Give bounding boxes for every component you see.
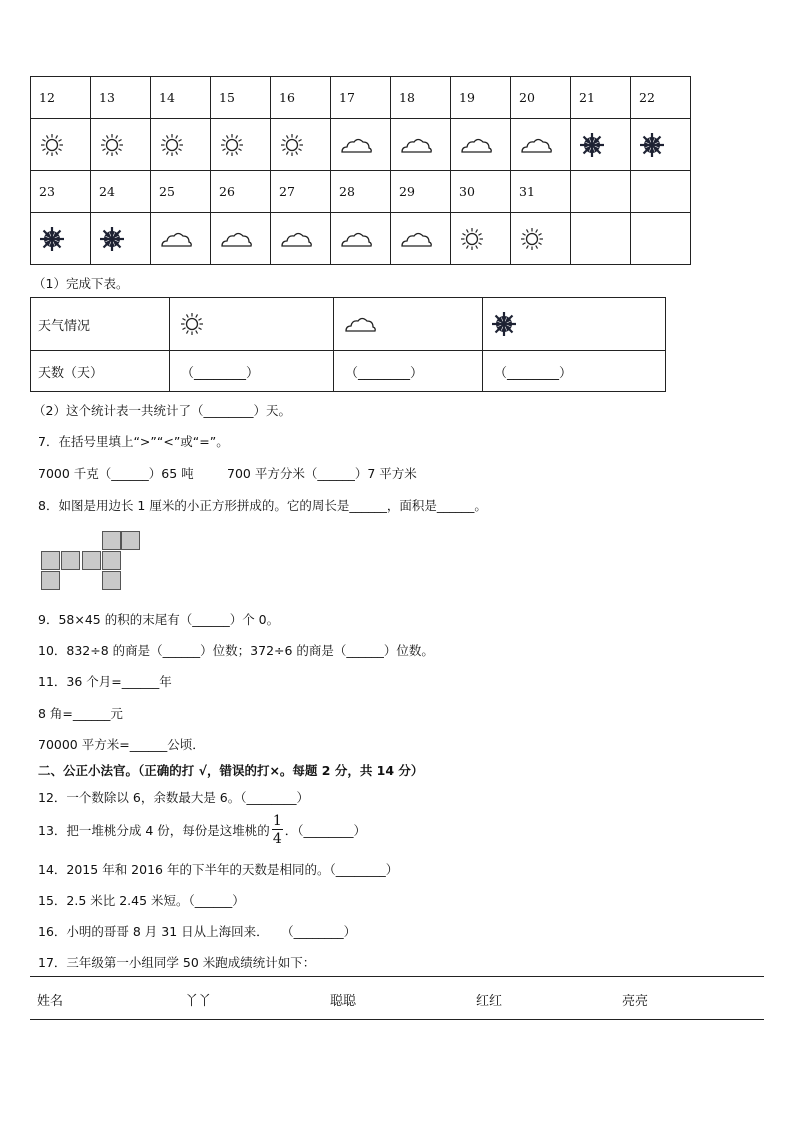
- summary-row-weather: [31, 298, 666, 351]
- question-11c: 70000 平方米=______公顷．: [38, 737, 205, 752]
- student-honghong: 红红: [476, 994, 503, 1009]
- weather-cell: [511, 213, 571, 265]
- question-7: 7．在括号里填上“>”“<”或“=”。: [38, 434, 229, 449]
- calendar-row-days-1: [31, 77, 691, 119]
- day-cell: 24: [91, 171, 151, 213]
- question-13-text: 13．把一堆桃分成 4 份，每份是这堆桃的: [38, 823, 270, 838]
- cloud-icon: [459, 132, 493, 158]
- day-cell: 20: [511, 77, 571, 119]
- col-name-header: 姓名: [37, 994, 64, 1009]
- question-7b: 700 平方分米（______）7 平方米: [227, 466, 417, 481]
- weather-cell: [391, 119, 451, 171]
- question-7a: 7000 千克（______）65 吨: [38, 466, 194, 481]
- fraction-denominator: 4: [272, 831, 282, 847]
- weather-cell: [31, 119, 91, 171]
- question-13: [38, 814, 366, 846]
- day-cell: 25: [151, 171, 211, 213]
- day-cell: 12: [31, 77, 91, 119]
- student-liangliang: 亮亮: [622, 994, 649, 1009]
- day-cell: 29: [391, 171, 451, 213]
- question-15: 15．2.5 米比 2.45 米短。（______）: [38, 893, 245, 908]
- day-cell: 18: [391, 77, 451, 119]
- day-cell: [571, 171, 631, 213]
- summary-header-weather: 天气情况: [31, 298, 170, 351]
- cloud-icon: [519, 132, 553, 158]
- sun-icon: [459, 226, 493, 252]
- snow-icon: [639, 132, 673, 158]
- question-13-blank: ．（________）: [284, 823, 366, 838]
- cloud-icon: [219, 226, 253, 252]
- sun-icon: [519, 226, 553, 252]
- cloud-icon: [159, 226, 193, 252]
- question-1-label: （1）完成下表。: [33, 276, 129, 291]
- question-2: （2）这个统计表一共统计了（________）天。: [33, 403, 291, 418]
- day-cell: 28: [331, 171, 391, 213]
- sun-icon: [179, 311, 213, 337]
- weather-cell: [631, 119, 691, 171]
- fraction-numerator: 1: [272, 813, 282, 829]
- weather-cell: [331, 213, 391, 265]
- question-10: 10．832÷8 的商是（______）位数；372÷6 的商是（______）位数。: [38, 643, 434, 658]
- weather-cell: [211, 119, 271, 171]
- sun-icon: [159, 132, 193, 158]
- day-cell: 15: [211, 77, 271, 119]
- day-cell: 13: [91, 77, 151, 119]
- student-yaya: 丫丫: [185, 994, 212, 1009]
- day-cell: 22: [631, 77, 691, 119]
- sun-icon: [39, 132, 73, 158]
- weather-cell: [271, 119, 331, 171]
- cloud-icon: [339, 132, 373, 158]
- summary-sun-days-blank[interactable]: （________）: [170, 351, 334, 392]
- weather-cell: [91, 119, 151, 171]
- section-2-heading: 二、公正小法官。（正确的打 √，错误的打×。每题 2 分，共 14 分）: [38, 763, 424, 778]
- summary-snow-cell: [483, 298, 666, 351]
- day-cell: 14: [151, 77, 211, 119]
- fraction-one-quarter: [272, 814, 283, 846]
- sun-icon: [99, 132, 133, 158]
- question-16: 16．小明的哥哥 8 月 31 日从上海回来． （________）: [38, 924, 357, 939]
- day-cell: 23: [31, 171, 91, 213]
- cloud-icon: [339, 226, 373, 252]
- student-congcong: 聪聪: [330, 994, 357, 1009]
- calendar-row-icons-2: [31, 213, 691, 265]
- summary-cloud-days-blank[interactable]: （________）: [334, 351, 483, 392]
- weather-cell: [151, 119, 211, 171]
- weather-cell: [211, 213, 271, 265]
- weather-cell: [31, 213, 91, 265]
- weather-cell: [151, 213, 211, 265]
- summary-cloud-cell: [334, 298, 483, 351]
- sun-icon: [279, 132, 313, 158]
- cloud-icon: [399, 226, 433, 252]
- day-cell: 30: [451, 171, 511, 213]
- snow-icon: [99, 226, 133, 252]
- day-cell: 27: [271, 171, 331, 213]
- question-9: 9．58×45 的积的末尾有（______）个 0。: [38, 612, 280, 627]
- cloud-icon: [343, 311, 377, 337]
- question-11b: 8 角=______元: [38, 706, 123, 721]
- cloud-icon: [279, 226, 313, 252]
- weather-cell: [391, 213, 451, 265]
- snow-icon: [579, 132, 613, 158]
- day-cell: 31: [511, 171, 571, 213]
- snow-icon: [491, 311, 525, 337]
- question-17: 17．三年级第一小组同学 50 米跑成绩统计如下：: [38, 955, 316, 970]
- summary-row-days: [31, 351, 666, 392]
- weather-cell: [631, 213, 691, 265]
- weather-cell: [271, 213, 331, 265]
- summary-header-days: 天数（天）: [31, 351, 170, 392]
- sun-icon: [219, 132, 253, 158]
- weather-cell: [511, 119, 571, 171]
- question-8: 8．如图是用边长 1 厘米的小正方形拼成的。它的周长是______，面积是______。: [38, 498, 487, 513]
- day-cell: 19: [451, 77, 511, 119]
- square-tiles-figure: [41, 531, 142, 590]
- weather-calendar-table: [30, 76, 691, 265]
- run-results-table: [30, 976, 764, 1020]
- question-11a: 11．36 个月=______年: [38, 674, 172, 689]
- weather-cell: [571, 119, 631, 171]
- day-cell: 16: [271, 77, 331, 119]
- calendar-row-icons-1: [31, 119, 691, 171]
- summary-sun-cell: [170, 298, 334, 351]
- summary-snow-days-blank[interactable]: （________）: [483, 351, 666, 392]
- snow-icon: [39, 226, 73, 252]
- day-cell: 17: [331, 77, 391, 119]
- weather-cell: [451, 119, 511, 171]
- weather-cell: [451, 213, 511, 265]
- question-12: 12．一个数除以 6，余数最大是 6。（________）: [38, 790, 310, 805]
- day-cell: 26: [211, 171, 271, 213]
- cloud-icon: [399, 132, 433, 158]
- weather-cell: [331, 119, 391, 171]
- weather-cell: [91, 213, 151, 265]
- day-cell: 21: [571, 77, 631, 119]
- weather-summary-table: [30, 297, 666, 392]
- question-14: 14．2015 年和 2016 年的下半年的天数是相同的。（________）: [38, 862, 399, 877]
- day-cell: [631, 171, 691, 213]
- weather-cell: [571, 213, 631, 265]
- calendar-row-days-2: [31, 171, 691, 213]
